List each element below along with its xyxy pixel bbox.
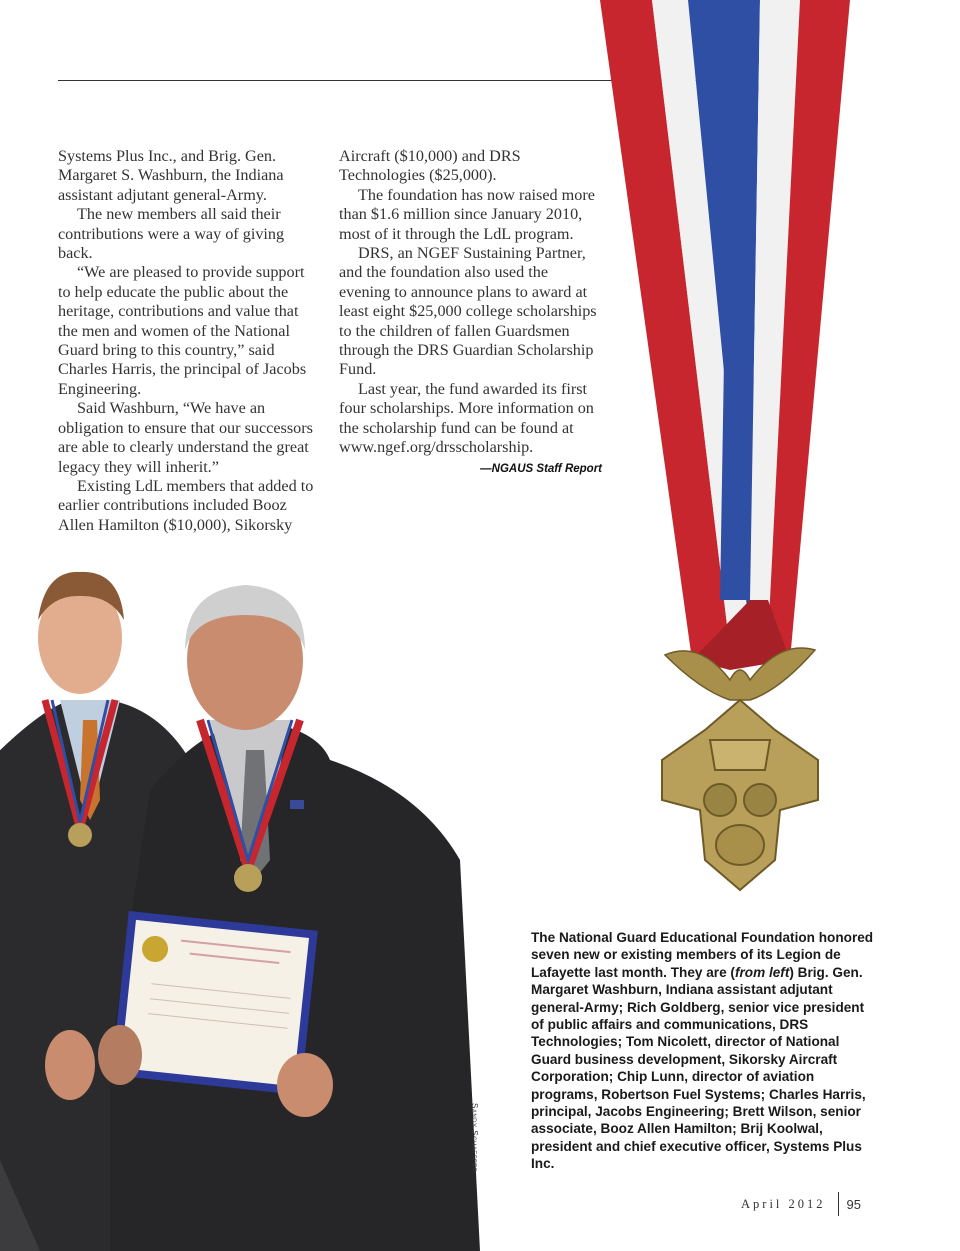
paragraph: DRS, an NGEF Sustaining Partner, and the foundation also used the evening to announce plans to award at least eight $25,000 college scholarships to the children of fallen Guardsmen through the DRS Guardian Scholarship Fund.	[339, 244, 597, 379]
article-column-1	[58, 147, 320, 535]
page-footer	[741, 1192, 861, 1216]
footer-divider	[838, 1192, 839, 1216]
paragraph: Aircraft ($10,000) and DRS Technologies ($25,000).	[339, 147, 521, 185]
paragraph: The foundation has now raised more than $1.6 million since January 2010, most of it through the LdL program.	[339, 185, 595, 243]
photo-caption	[531, 929, 877, 1173]
issue-date: April 2012	[741, 1196, 826, 1211]
paragraph: Last year, the fund awarded its first four scholarships. More information on the scholarship fund can be found at www.ngef.org/drsscholarship.	[339, 379, 594, 457]
honorees-photo	[0, 560, 480, 1251]
paragraph: Said Washburn, “We have an obligation to ensure that our successors are able to clearly understand the great legacy they will inherit.”	[58, 399, 313, 476]
photo-credit: Sandy Schaeffer	[470, 1103, 479, 1173]
article-column-2	[339, 147, 602, 479]
medal-ribbon-image	[590, 0, 890, 940]
byline: —NGAUS Staff Report	[480, 462, 602, 475]
caption-intro: The National Guard Educational Foundation honored seven new or existing members of its Legion de Lafayette last month. They are (	[531, 930, 874, 980]
paragraph: “We are pleased to provide support to help educate the public about the heritage, contributions and value that the men and women of the National Guard bring to this country,” said Charles Harris, the principal of Jacobs Engineering.	[58, 263, 307, 398]
paragraph: The new members all said their contributions were a way of giving back.	[58, 205, 285, 263]
caption-from-left: from left	[734, 964, 790, 980]
paragraph: Existing LdL members that added to earlier contributions included Booz Allen Hamilton ($10,000), Sikorsky	[58, 476, 314, 534]
page-number: 95	[846, 1196, 861, 1212]
paragraph: Systems Plus Inc., and Brig. Gen. Margaret S. Washburn, the Indiana assistant adjutant general-Army.	[58, 147, 284, 204]
caption-body: ) Brig. Gen. Margaret Washburn, Indiana assistant adjutant general-Army; Rich Goldberg, senior vice president of public affairs and communications, DRS Technologies; Tom Nicolett, director of National Guard business development, Sikorsky Aircraft Corporation; Chip Lunn, director of aviation programs, Robertson Fuel Systems; Charles Harris, principal, Jacobs Engineering; Brett Wilson, senior associate, Booz Allen Hamilton; Brij Koolwal, president and chief executive officer, Systems Plus Inc.	[531, 964, 866, 1172]
